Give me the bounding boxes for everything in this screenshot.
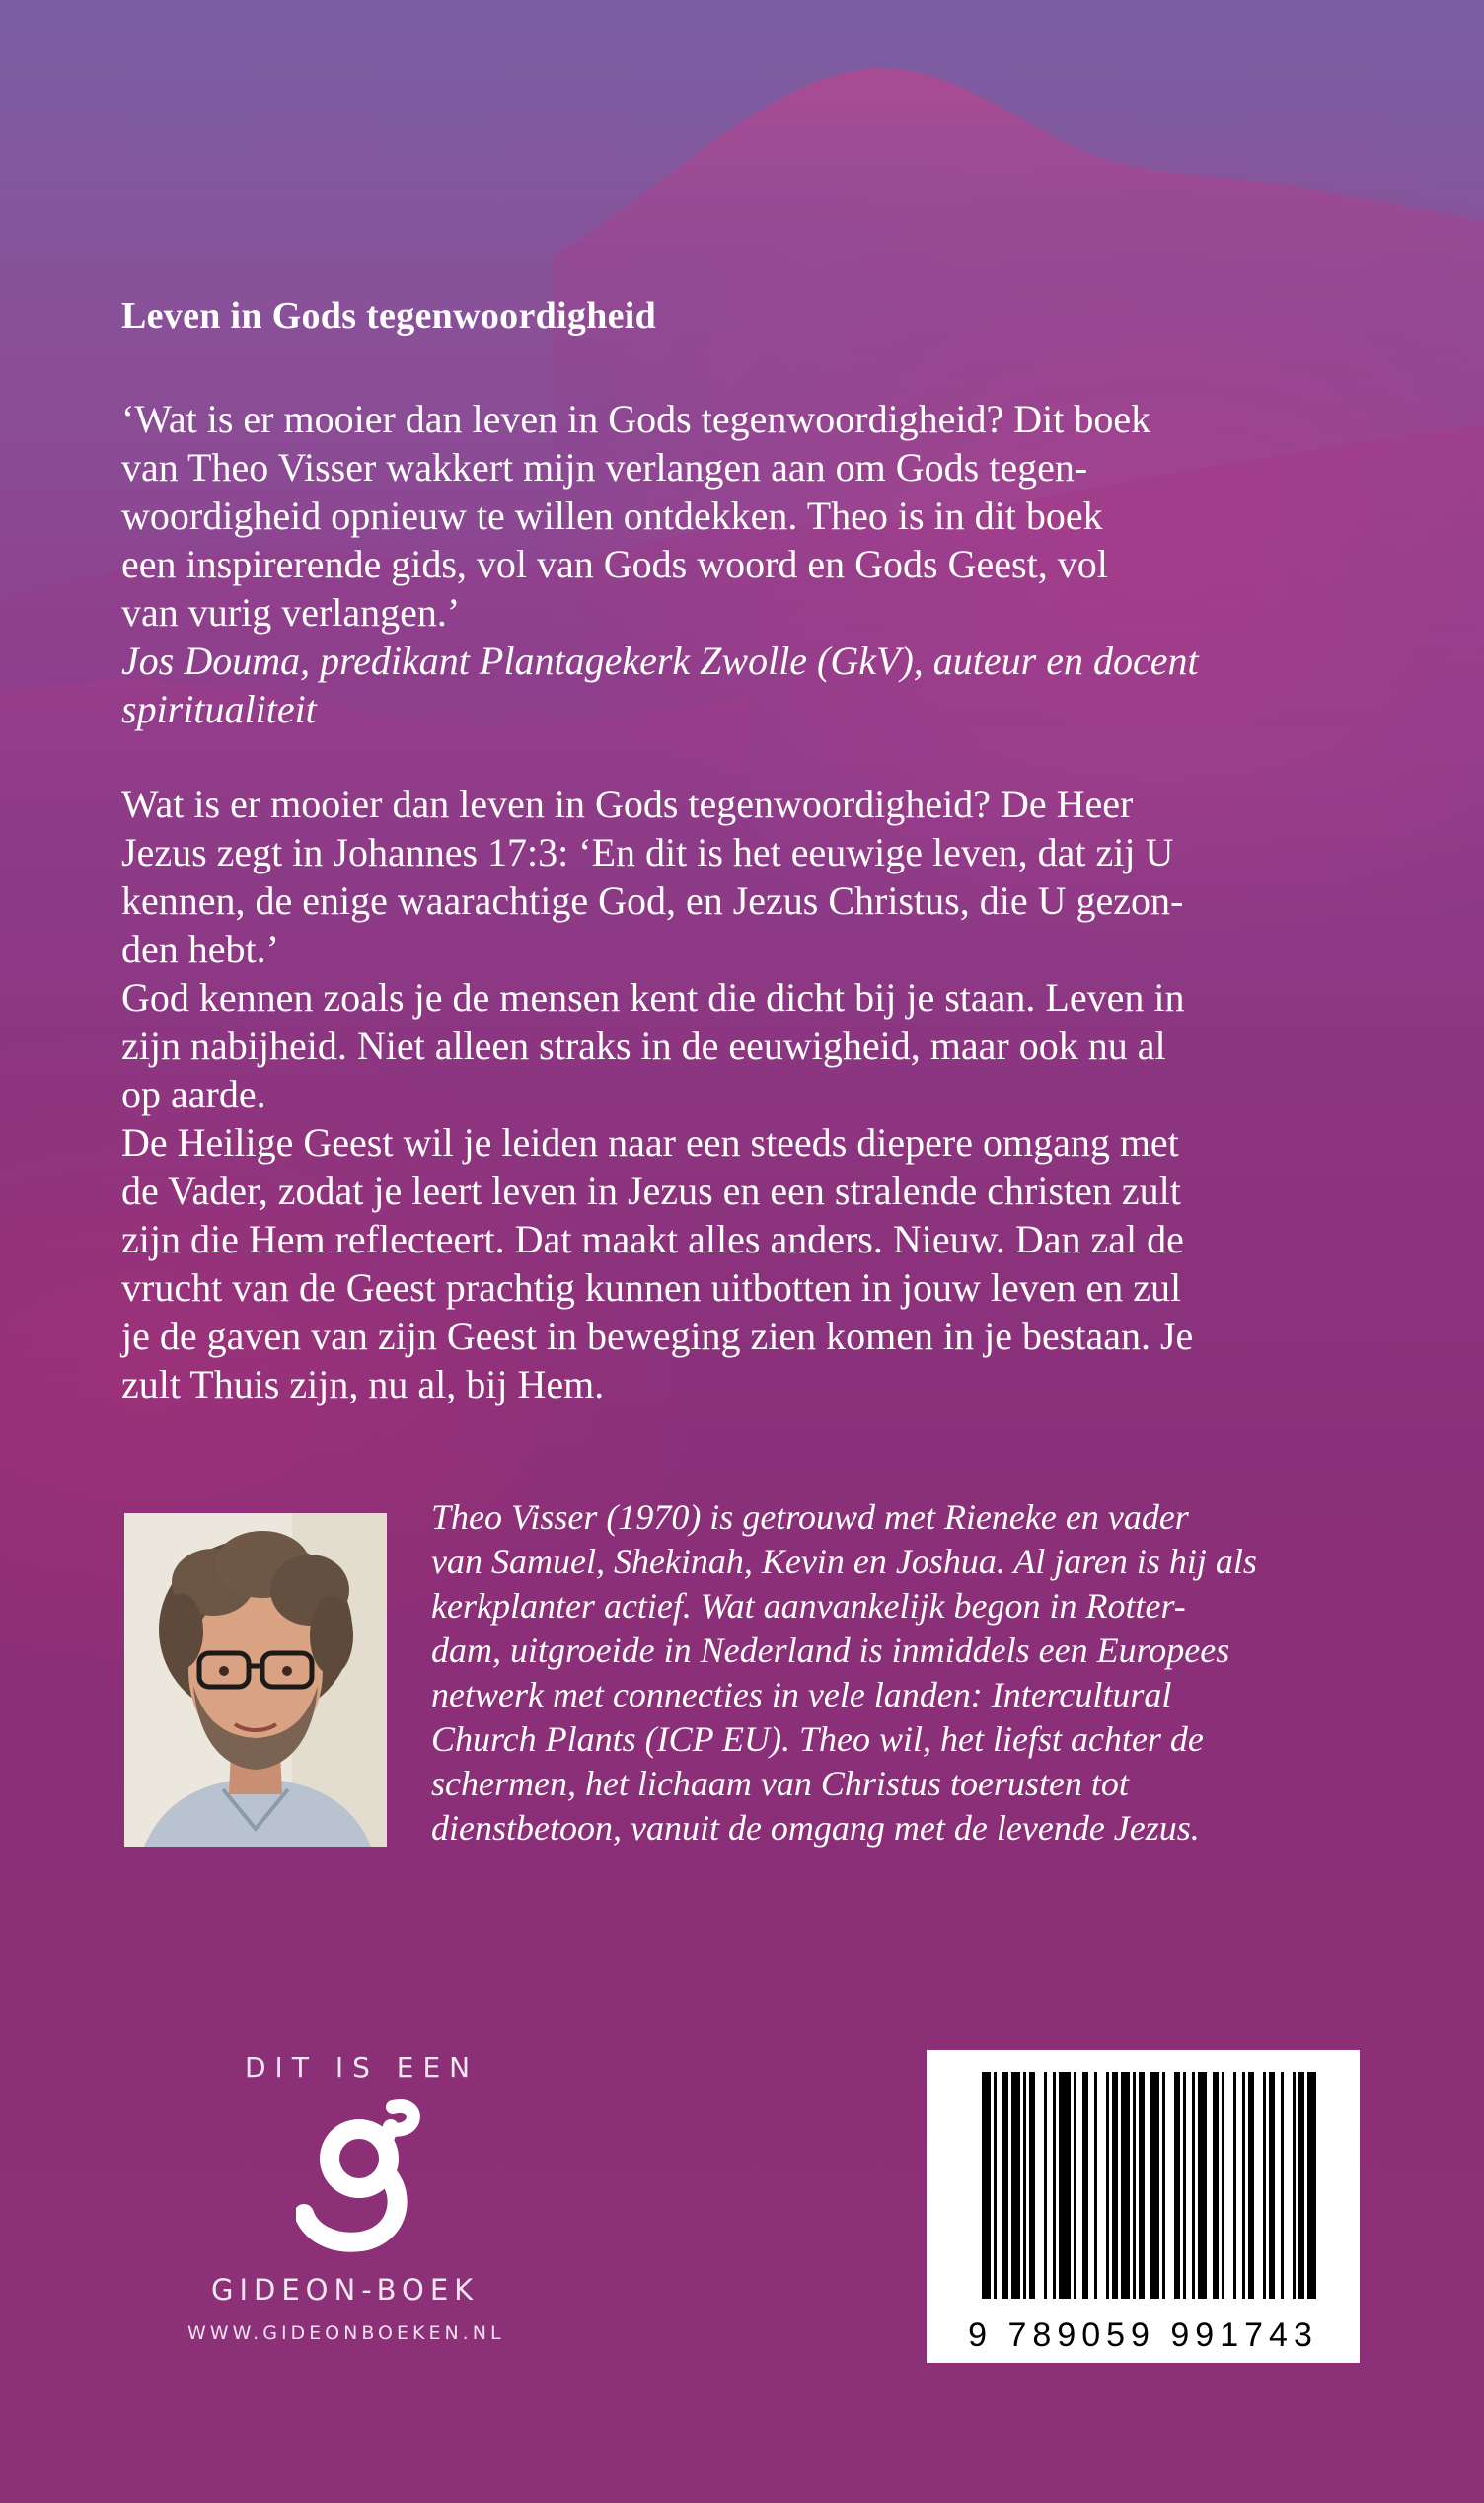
description-line: je de gaven van zijn Geest in beweging zien komen in je bestaan. Je [121,1314,1194,1358]
endorsement-quote [121,395,1199,733]
description-line: op aarde. [121,1072,266,1116]
author-photo [124,1513,387,1847]
barcode-bar [982,2072,991,2299]
barcode-bar [1011,2072,1020,2299]
barcode-bar [1222,2072,1224,2299]
isbn-barcode [927,2050,1360,2363]
bio-line: Church Plants (ICP EU). Theo wil, het liefst achter de [431,1719,1204,1759]
bio-line: kerkplanter actief. Wat aanvankelijk begon in Rotter- [431,1586,1186,1626]
description-line: De Heilige Geest wil je leiden naar een steeds diepere omgang met [121,1120,1179,1165]
description-line: zult Thuis zijn, nu al, bij Hem. [121,1362,605,1406]
publisher-name: GIDEON-BOEK [211,2273,480,2307]
barcode-bar [1248,2072,1254,2299]
barcode-bar [1192,2072,1195,2299]
quote-line: ‘Wat is er mooier dan leven in Gods tegenwoordigheid? Dit boek [121,397,1151,441]
barcode-bar [1082,2072,1088,2299]
quote-line: van Theo Visser wakkert mijn verlangen aan om Gods tegen- [121,445,1088,490]
barcode-bar [1106,2072,1109,2299]
description-line: de Vader, zodat je leert leven in Jezus en een stralende christen zult [121,1169,1181,1213]
barcode-bar [1139,2072,1145,2299]
publisher-url[interactable]: WWW.GIDEONBOEKEN.NL [187,2322,505,2344]
author-bio [431,1495,1257,1851]
description-line: zijn die Hem reflecteert. Dat maakt alles anders. Nieuw. Dan zal de [121,1217,1184,1261]
description-line: God kennen zoals je de mensen kent die dicht bij je staan. Leven in [121,975,1185,1020]
barcode-bar [1059,2072,1071,2299]
barcode-bar [1307,2072,1316,2299]
barcode-bar [1213,2072,1219,2299]
barcode-bar [994,2072,997,2299]
quote-attribution-line: spiritualiteit [121,687,317,731]
quote-line: een inspirerende gids, vol van Gods woord en Gods Geest, vol [121,542,1108,586]
description-line: Wat is er mooier dan leven in Gods tegenwoordigheid? De Heer [121,782,1134,826]
barcode-bar [1263,2072,1266,2299]
barcode-bar [1053,2072,1056,2299]
barcode-bar [1183,2072,1186,2299]
barcode-bar [1198,2072,1207,2299]
barcode-bar [1121,2072,1130,2299]
barcode-bar [1133,2072,1136,2299]
quote-attribution-line: Jos Douma, predikant Plantagekerk Zwolle (GkV), auteur en docent [121,639,1199,683]
barcode-bar [1023,2072,1026,2299]
barcode-bar [1074,2072,1076,2299]
barcode-bar [1002,2072,1008,2299]
bio-line: netwerk met connecties in vele landen: Intercultural [431,1675,1172,1714]
bio-line: Theo Visser (1970) is getrouwd met Rieneke en vader [431,1497,1189,1537]
barcode-bar [1242,2072,1245,2299]
bio-line: dam, uitgroeide in Nederland is inmiddels een Europees [431,1631,1230,1670]
description-line: vrucht van de Geest prachtig kunnen uitbotten in jouw leven en zul [121,1265,1182,1310]
description-line: den hebt.’ [121,927,279,971]
bio-line: dienstbetoon, vanuit de omgang met de levende Jezus. [431,1808,1200,1848]
page-title: Leven in Gods tegenwoordigheid [121,295,657,337]
bio-line: schermen, het lichaam van Christus toerusten tot [431,1764,1129,1803]
barcode-bar [1269,2072,1275,2299]
description-line: zijn nabijheid. Niet alleen straks in de eeuwigheid, maar ook nu al [121,1024,1166,1068]
description-line: kennen, de enige waarachtige God, en Jezus Christus, die U gezon- [121,878,1184,923]
quote-line: van vurig verlangen.’ [121,590,461,635]
barcode-bar [1044,2072,1047,2299]
book-description [121,780,1193,1408]
gideon-logo-icon [296,2097,424,2255]
description-line: Jezus zegt in Johannes 17:3: ‘En dit is het eeuwige leven, dat zij U [121,830,1174,874]
barcode-bar [1174,2072,1180,2299]
publisher-tagline: DIT IS EEN [245,2051,480,2084]
barcode-bar [1298,2072,1304,2299]
barcode-bar [1094,2072,1097,2299]
bio-line: van Samuel, Shekinah, Kevin en Joshua. Al jaren is hij als [431,1542,1257,1581]
barcode-bar [1112,2072,1118,2299]
barcode-bar [1150,2072,1159,2299]
barcode-bar [1293,2072,1296,2299]
barcode-bar [1162,2072,1165,2299]
isbn-number: 9 789059 991743 [968,2316,1318,2354]
quote-line: woordigheid opnieuw te willen ontdekken. Theo is in dit boek [121,493,1103,538]
barcode-bar [1029,2072,1035,2299]
barcode-bar [1281,2072,1284,2299]
barcode-bar [1233,2072,1236,2299]
